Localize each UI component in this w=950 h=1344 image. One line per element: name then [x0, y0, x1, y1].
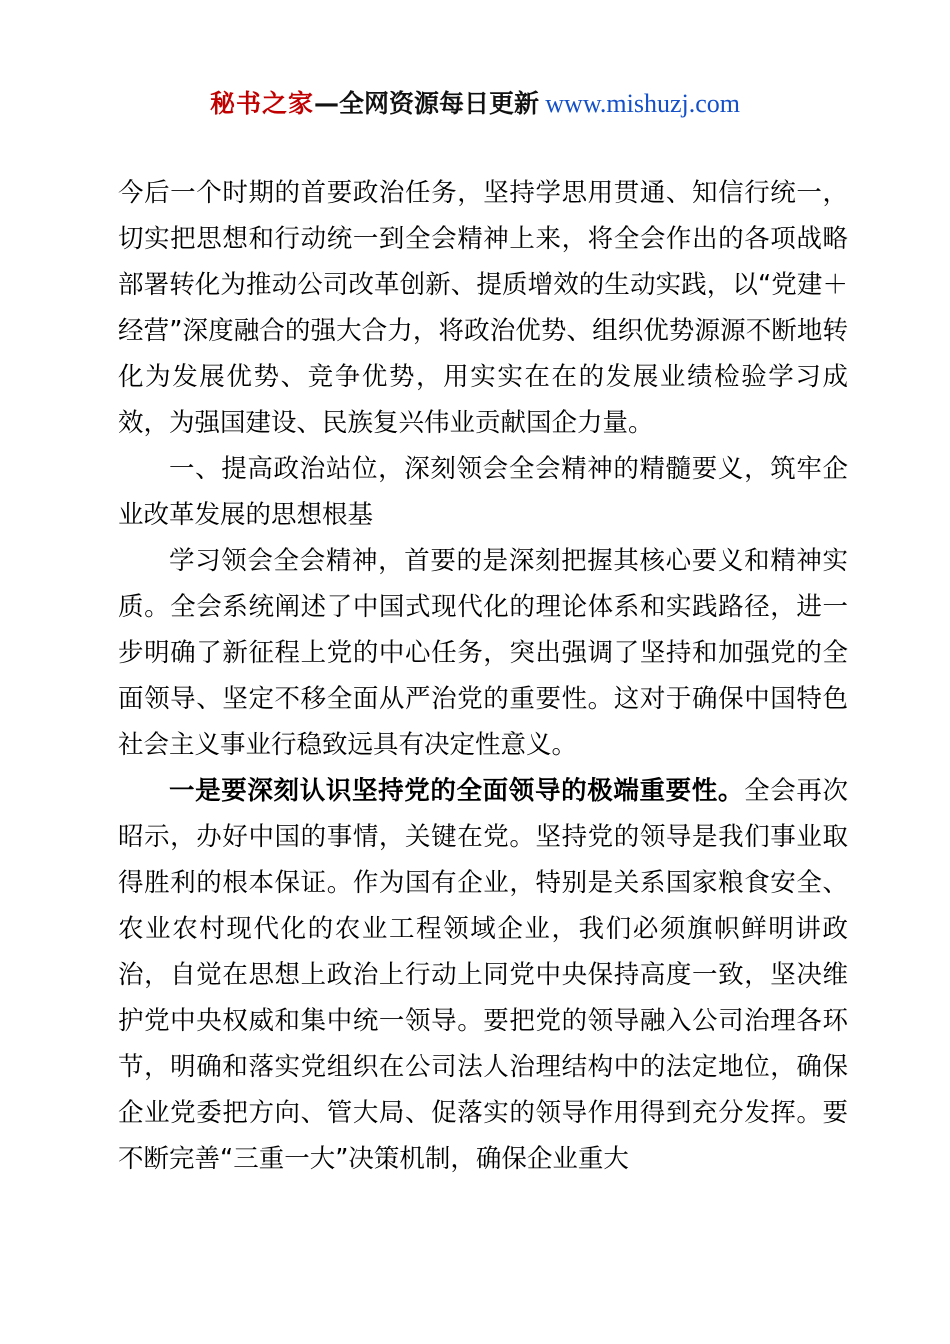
paragraph-1: 今后一个时期的首要政治任务，坚持学思用贯通、知信行统一，切实把思想和行动统一到全会精神上来，将全会作出的各项战略部署转化为推动公司改革创新、提质增效的生动实践，以“党建＋经营”深度融合的强大合力，将政治优势、组织优势源源不断地转化为发展优势、竞争优势，用实实在在的发展业绩检验学习成效，为强国建设、民族复兴伟业贡献国企力量。 [118, 178, 848, 438]
site-watermark-header [0, 88, 950, 120]
document-text-body [118, 170, 848, 1182]
site-url[interactable]: www.mishuzj.com [545, 89, 740, 118]
paragraph-4 [118, 768, 848, 1182]
site-tagline: —全网资源每日更新 [314, 89, 540, 118]
paragraph-4-bold-lead: 一是要深刻认识坚持党的全面领导的极端重要性。 [169, 776, 745, 806]
paragraph-2-section-heading: 一、提高政治站位，深刻领会全会精神的精髓要义，筑牢企业改革发展的思想根基 [118, 454, 848, 530]
site-brand-name: 秘书之家 [209, 89, 314, 118]
paragraph-4-text: 全会再次昭示，办好中国的事情，关键在党。坚持党的领导是我们事业取得胜利的根本保证。作为国有企业，特别是关系国家粮食安全、农业农村现代化的农业工程领域企业，我们必须旗帜鲜明讲政治，自觉在思想上政治上行动上同党中央保持高度一致，坚决维护党中央权威和集中统一领导。要把党的领导融入公司治理各环节，明确和落实党组织在公司法人治理结构中的法定地位，确保企业党委把方向、管大局、促落实的领导作用得到充分发挥。要不断完善“三重一大”决策机制，确保企业重大 [118, 776, 848, 1174]
paragraph-3: 学习领会全会精神，首要的是深刻把握其核心要义和精神实质。全会系统阐述了中国式现代化的理论体系和实践路径，进一步明确了新征程上党的中心任务，突出强调了坚持和加强党的全面领导、坚定不移全面从严治党的重要性。这对于确保中国特色社会主义事业行稳致远具有决定性意义。 [118, 546, 848, 760]
